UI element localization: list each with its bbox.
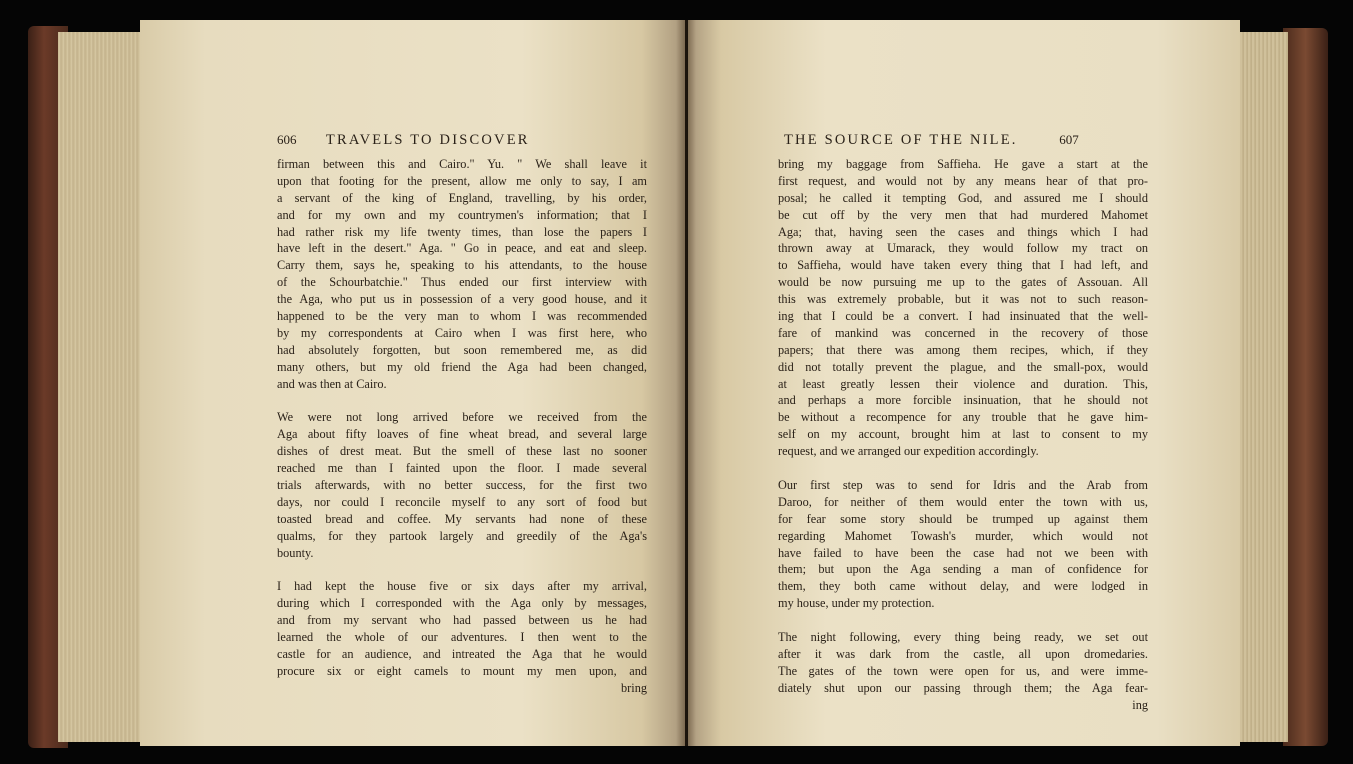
text-line: be cut off by the very men that had murdered Mahomet [778, 207, 1148, 222]
text-line: during which I corresponded with the Aga only by messages, [277, 596, 647, 611]
paragraph-gap [778, 612, 1148, 629]
text-line: castle for an audience, and intreated the Aga that he would [277, 647, 647, 662]
text-line: reached me than I fainted upon the floor. I made several [277, 461, 647, 476]
text-line: happened to be the very man to whom I was recommended [277, 309, 647, 324]
text-line: days, nor could I reconcile myself to any sort of food but [277, 494, 647, 509]
paragraph-gap [778, 460, 1148, 477]
text-line: toasted bread and coffee. My servants had none of these [277, 511, 647, 526]
text-line: regarding Mahomet Towash's murder, which would not [778, 528, 1148, 543]
text-line: qualms, for they partook largely and greedily of the Aga's [277, 528, 647, 543]
text-line: after it was dark from the castle, all upon dromedaries. [778, 647, 1148, 662]
text-line: and was then at Cairo. [277, 376, 387, 391]
left-page [140, 20, 685, 746]
text-line: would be now pursuing me up to the gates of Assouan. All [778, 275, 1148, 290]
running-title: TRAVELS TO DISCOVER [325, 132, 530, 148]
text-line: procure six or eight camels to mount my men upon, and [277, 663, 647, 678]
text-line: ing [1132, 697, 1148, 712]
text-line: a servant of the king of England, travelling, by his order, [277, 190, 647, 205]
text-line: did not totally prevent the plague, and the small-pox, would [778, 359, 1148, 374]
text-line: Carry them, says he, speaking to his attendants, to the house [277, 258, 647, 273]
text-line: them, they both came without delay, and were lodged in [778, 579, 1148, 594]
text-line: papers; that there was among them recipes, which, if they [778, 342, 1148, 357]
text-line: bring [621, 680, 647, 695]
text-line: first request, and would not by any means hear of that pro- [778, 173, 1148, 188]
text-line: Daroo, for neither of them would enter the town with us, [778, 494, 1148, 509]
text-line: and perhaps a more forcible insinuation, that he should not [778, 393, 1148, 408]
paragraph-gap [277, 392, 647, 409]
paragraph-gap [277, 561, 647, 578]
right-page-text [778, 156, 1148, 714]
left-running-head [277, 132, 530, 149]
text-line: I had kept the house five or six days after my arrival, [277, 579, 647, 594]
text-line: be without a recompence for any trouble that he gave him- [778, 410, 1148, 425]
book-gutter [676, 20, 696, 746]
text-line: have left in the desert." Aga. " Go in peace, and eat and sleep. [277, 241, 647, 256]
text-line: had absolutely forgotten, but soon remembered me, as did [277, 342, 647, 357]
text-line: upon that footing for the present, allow me only to say, I am [277, 173, 647, 188]
text-line: bring my baggage from Saffieha. He gave a start at the [778, 157, 1148, 171]
text-line: request, and we arranged our expedition accordingly. [778, 444, 1039, 459]
text-line: self on my account, brought him at last to consent to my [778, 427, 1148, 442]
running-title: THE SOURCE OF THE NILE. [784, 132, 1018, 148]
text-line: dishes of drest meat. But the smell of these last no sooner [277, 444, 647, 459]
text-line: thrown away at Umarack, they would follow my tract on [778, 241, 1148, 256]
text-line: and for my own and my countrymen's information; that I [277, 207, 647, 222]
text-line: trials afterwards, with no better success, for the first two [277, 478, 647, 493]
right-page [688, 20, 1240, 746]
text-line: many others, but my old friend the Aga had been changed, [277, 359, 647, 374]
text-line: this was extremely probable, but it was not to such reason- [778, 292, 1148, 307]
text-line: and from my servant who had passed between us he had [277, 613, 647, 628]
text-line: Our first step was to send for Idris and the Arab from [778, 478, 1148, 493]
text-line: had rather risk my life twenty times, than lose the papers I [277, 224, 647, 239]
left-page-edges [58, 32, 140, 742]
text-line: firman between this and Cairo." Yu. " We shall leave it [277, 157, 647, 171]
text-line: The gates of the town were open for us, and were imme- [778, 663, 1148, 678]
text-line: to Saffieha, would have taken every thing that I had left, and [778, 258, 1148, 273]
text-line: for fear some story should be trumped up against them [778, 511, 1148, 526]
text-line: them; but upon the Aga sending a man of confidence for [778, 562, 1148, 577]
text-line: the Aga, who put us in possession of a very good house, and it [277, 292, 647, 307]
text-line: ing that I could be a convert. I had insinuated that the well- [778, 309, 1148, 324]
text-line: learned the whole of our adventures. I then went to the [277, 630, 647, 645]
text-line: The night following, every thing being ready, we set out [778, 630, 1148, 645]
right-cover [1283, 28, 1328, 746]
text-line: posal; he called it tempting God, and assured me I should [778, 190, 1148, 205]
text-line: at least greatly lessen their violence and duration. This, [778, 376, 1148, 391]
left-page-text [277, 156, 647, 697]
text-line: fare of mankind was concerned in the recovery of those [778, 325, 1148, 340]
text-line: bounty. [277, 545, 314, 560]
page-number: 607 [1059, 132, 1079, 147]
text-line: Aga about fifty loaves of fine wheat bread, and several large [277, 427, 647, 442]
text-line: have failed to have been the case had not we been with [778, 545, 1148, 560]
page-number: 606 [277, 132, 297, 147]
text-line: of the Schourbatchie." Thus ended our first interview with [277, 275, 647, 290]
text-line: Aga; that, having seen the cases and things which I had [778, 224, 1148, 239]
right-running-head [784, 132, 1079, 149]
text-line: We were not long arrived before we received from the [277, 410, 647, 425]
text-line: my house, under my protection. [778, 596, 935, 611]
text-line: diately shut upon our passing through them; the Aga fear- [778, 680, 1148, 695]
open-book [28, 18, 1328, 756]
text-line: by my correspondents at Cairo when I was first here, who [277, 325, 647, 340]
